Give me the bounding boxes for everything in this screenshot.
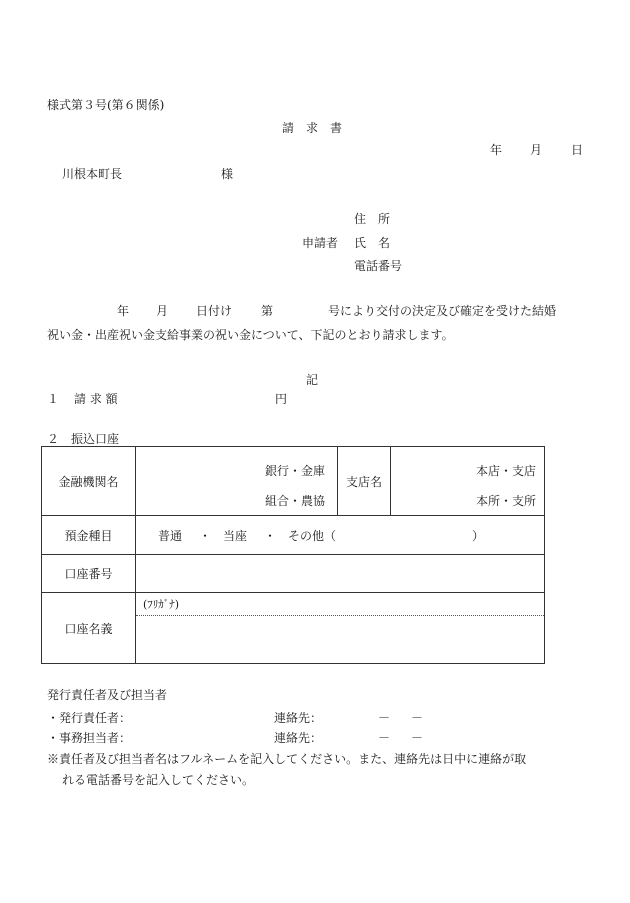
bank-name-cell[interactable]	[136, 447, 338, 516]
item1-label: 請 求 額	[74, 392, 118, 406]
deposit-option-current[interactable]: 当座	[223, 529, 248, 543]
applicant-name-label: 氏 名	[354, 236, 391, 250]
date-month: 月	[530, 143, 543, 157]
applicant-label: 申請者	[302, 236, 339, 250]
body-no: 第	[261, 304, 274, 318]
account-name-cell[interactable]	[136, 593, 545, 664]
note-line-1: ※責任者及び担当者名はフルネームを記入してください。また、連絡先は日中に連絡が取	[47, 752, 527, 766]
deposit-option-ordinary[interactable]: 普通	[158, 529, 183, 543]
bank-account-table	[41, 446, 545, 664]
date-year: 年	[490, 143, 503, 157]
item2-heading: ２ 振込口座	[47, 432, 120, 446]
staff-dash-2: －	[411, 731, 424, 745]
deposit-separator-2: ・	[264, 529, 277, 543]
account-number-label: 口座番号	[42, 555, 136, 593]
issuer-label: ・発行責任者：	[47, 711, 132, 725]
issuer-dash-1: －	[378, 711, 391, 725]
note-line-2: れる電話番号を記入してください。	[62, 773, 255, 787]
staff-dash-1: －	[378, 731, 391, 745]
item1-unit: 円	[275, 392, 288, 406]
body-line1-rest: 号により交付の決定及び確定を受けた結婚	[328, 304, 557, 318]
bank-name-label: 金融機関名	[42, 447, 136, 516]
addressee: 川根本町長	[62, 167, 123, 181]
item1-number: １	[47, 392, 60, 406]
furigana-row[interactable]	[136, 593, 544, 616]
furigana-label: (ﾌﾘｶﾞﾅ)	[143, 598, 180, 611]
bank-option-2: 組合・農協	[264, 494, 325, 508]
deposit-option-other[interactable]: その他（	[288, 529, 337, 543]
branch-option-2: 本所・支所	[475, 494, 536, 508]
body-dated: 日付け	[196, 304, 233, 318]
body-year: 年	[117, 304, 130, 318]
staff-contact-label: 連絡先：	[274, 731, 323, 745]
applicant-address-label: 住 所	[354, 212, 391, 226]
branch-option-1: 本店・支店	[475, 464, 536, 478]
honorific: 様	[221, 167, 234, 181]
body-month: 月	[156, 304, 169, 318]
deposit-separator-1: ・	[199, 529, 212, 543]
date-day: 日	[571, 143, 584, 157]
ki-heading: 記	[306, 373, 319, 387]
branch-cell[interactable]	[391, 447, 545, 516]
account-number-cell[interactable]	[136, 555, 545, 593]
issuer-dash-2: －	[411, 711, 424, 725]
issuer-contact-label: 連絡先：	[274, 711, 323, 725]
body-line2: 祝い金・出産祝い金支給事業の祝い金について、下記のとおり請求します。	[47, 328, 454, 342]
deposit-other-close: ）	[472, 529, 485, 543]
applicant-phone-label: 電話番号	[354, 259, 403, 273]
branch-label: 支店名	[338, 447, 391, 516]
footer-heading: 発行責任者及び担当者	[47, 688, 168, 702]
form-number: 様式第３号(第６関係)	[47, 98, 165, 112]
staff-label: ・事務担当者：	[47, 731, 132, 745]
page-title: 請 求 書	[282, 121, 343, 135]
account-name-label: 口座名義	[42, 593, 136, 664]
bank-option-1: 銀行・金庫	[264, 464, 325, 478]
deposit-type-cell[interactable]	[136, 516, 545, 555]
deposit-type-label: 預金種目	[42, 516, 136, 555]
